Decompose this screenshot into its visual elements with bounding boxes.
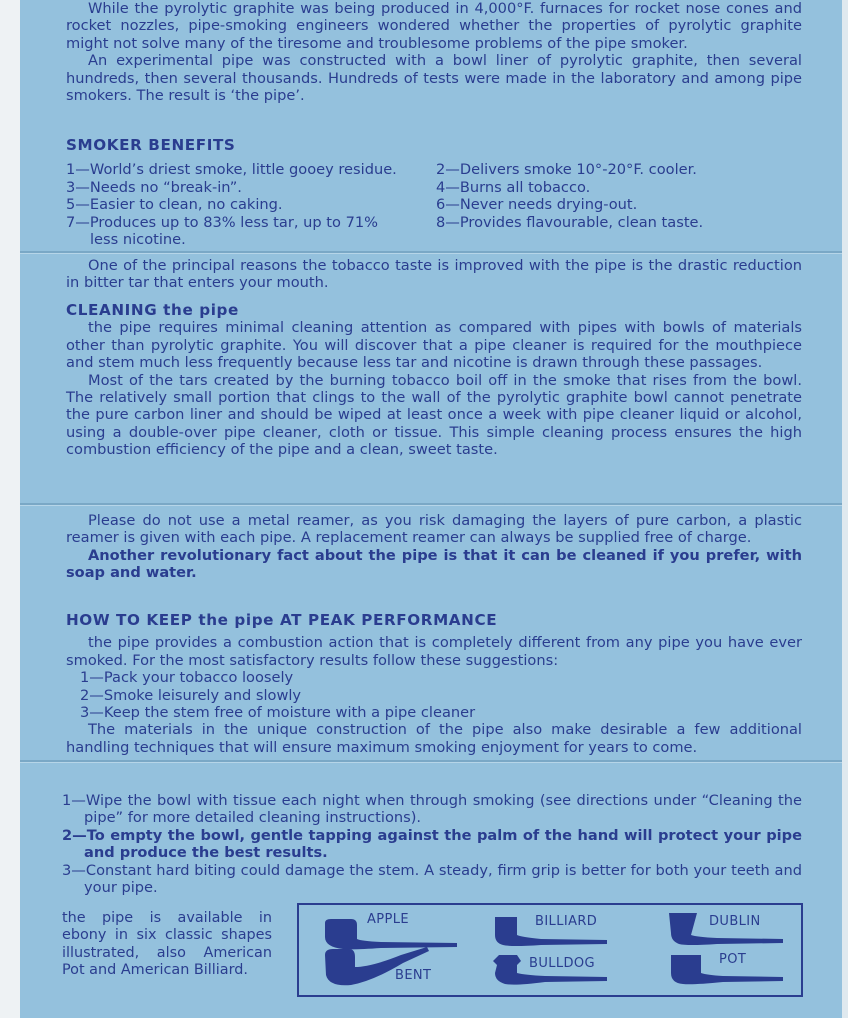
reamer-section	[66, 512, 802, 582]
benefit-item: 6—Never needs drying-out.	[436, 196, 638, 214]
fold-line	[20, 503, 842, 506]
soap-water-paragraph: Another revolutionary fact about the pipe is that it can be cleaned if you prefer, with soap and water.	[66, 546, 802, 582]
billiard-label: BILLIARD	[535, 914, 598, 929]
dublin-label: DUBLIN	[709, 914, 761, 929]
bulldog-label: BULLDOG	[529, 956, 596, 971]
benefit-item: 1—World’s driest smoke, little gooey residue.	[66, 161, 397, 179]
peak-paragraph-1: the pipe provides a combustion action that is completely different from any pipe you have ever smoked. For the most satisfactory results follow these suggestions:	[66, 634, 802, 669]
taste-paragraph: One of the principal reasons the tobacco taste is improved with the pipe is the drastic reduction in bitter tar that enters your mouth.	[66, 257, 802, 292]
pipe-shapes-box	[297, 903, 803, 997]
benefit-item-continuation: less nicotine.	[90, 231, 186, 249]
benefit-item: 5—Easier to clean, no caking.	[66, 196, 283, 214]
cleaning-paragraph-1: the pipe requires minimal cleaning attention as compared with pipes with bowls of materials other than pyrolytic graphite. You will discover that a pipe cleaner is required for the mouthpiece and stem much less frequently because less tar and nicotine is drawn through these passages.	[66, 319, 802, 372]
handling-tip: 1—Wipe the bowl with tissue each night when through smoking (see directions under “Cleaning the pipe” for more detailed cleaning instructions).	[62, 792, 802, 827]
shapes-text: the pipe is available in ebony in six classic shapes illustrated, also American Pot and American Billiard.	[62, 910, 272, 979]
peak-section	[66, 612, 802, 756]
taste-section	[66, 257, 802, 292]
peak-heading: HOW TO KEEP the pipe AT PEAK PERFORMANCE	[66, 611, 498, 629]
peak-step: 2—Smoke leisurely and slowly	[80, 686, 302, 704]
intro-section	[66, 0, 802, 104]
intro-paragraph-2: An experimental pipe was constructed with a bowl liner of pyrolytic graphite, then several hundreds, then several thousands. Hundreds of tests were made in the laboratory and among pipe smokers. The result is ‘the pipe’.	[66, 52, 802, 105]
benefit-item: 7—Produces up to 83% less tar, up to 71%	[66, 213, 379, 231]
page-margin	[0, 0, 20, 1018]
benefits-heading: SMOKER BENEFITS	[66, 136, 236, 154]
intro-paragraph-1: While the pyrolytic graphite was being produced in 4,000°F. furnaces for rocket nose cones and rocket nozzles, pipe-smoking engineers wondered whether the properties of pyrolytic graphite might not solve many of the tiresome and troublesome problems of the pipe smoker.	[66, 0, 802, 52]
benefit-item: 3—Needs no “break-in”.	[66, 178, 242, 196]
benefit-item: 8—Provides flavourable, clean taste.	[436, 213, 704, 231]
cleaning-section	[66, 302, 802, 459]
peak-paragraph-2: The materials in the unique construction of the pipe also make desirable a few additional handling techniques that will ensure maximum smoking enjoyment for years to come.	[66, 721, 802, 756]
handling-tip: 3—Constant hard biting could damage the stem. A steady, firm grip is better for both your teeth and your pipe.	[62, 861, 802, 897]
peak-step: 3—Keep the stem free of moisture with a pipe cleaner	[80, 704, 476, 722]
cleaning-paragraph-2: Most of the tars created by the burning tobacco boil off in the smoke that rises from the bowl. The relatively small portion that clings to the wall of the pyrolytic graphite bowl cannot penetrate the pure carbon liner and should be wiped at least once a week with pipe cleaner liquid or alcohol, using a double-over pipe cleaner, cloth or tissue. This simple cleaning process ensures the high combustion efficiency of the pipe and a clean, sweet taste.	[66, 371, 802, 459]
apple-label: APPLE	[367, 912, 410, 927]
bent-label: BENT	[395, 968, 432, 983]
reamer-paragraph: Please do not use a metal reamer, as you risk damaging the layers of pure carbon, a plastic reamer is given with each pipe. A replacement reamer can always be supplied free of charge.	[66, 512, 802, 547]
benefit-item: 4—Burns all tobacco.	[436, 178, 591, 196]
handling-section	[62, 792, 802, 896]
benefits-list	[66, 161, 802, 248]
pot-label: POT	[719, 952, 747, 967]
page-margin-right	[842, 0, 848, 1018]
fold-line	[20, 251, 842, 254]
fold-line	[20, 760, 842, 763]
peak-step: 1—Pack your tobacco loosely	[80, 669, 294, 687]
peak-steps	[66, 669, 802, 721]
handling-tip: 2—To empty the bowl, gentle tapping against the palm of the hand will protect your pipe and produce the best results.	[62, 826, 802, 862]
benefit-item: 2—Delivers smoke 10°-20°F. cooler.	[436, 161, 697, 179]
cleaning-heading: CLEANING the pipe	[66, 301, 239, 319]
benefits-section	[66, 137, 802, 248]
